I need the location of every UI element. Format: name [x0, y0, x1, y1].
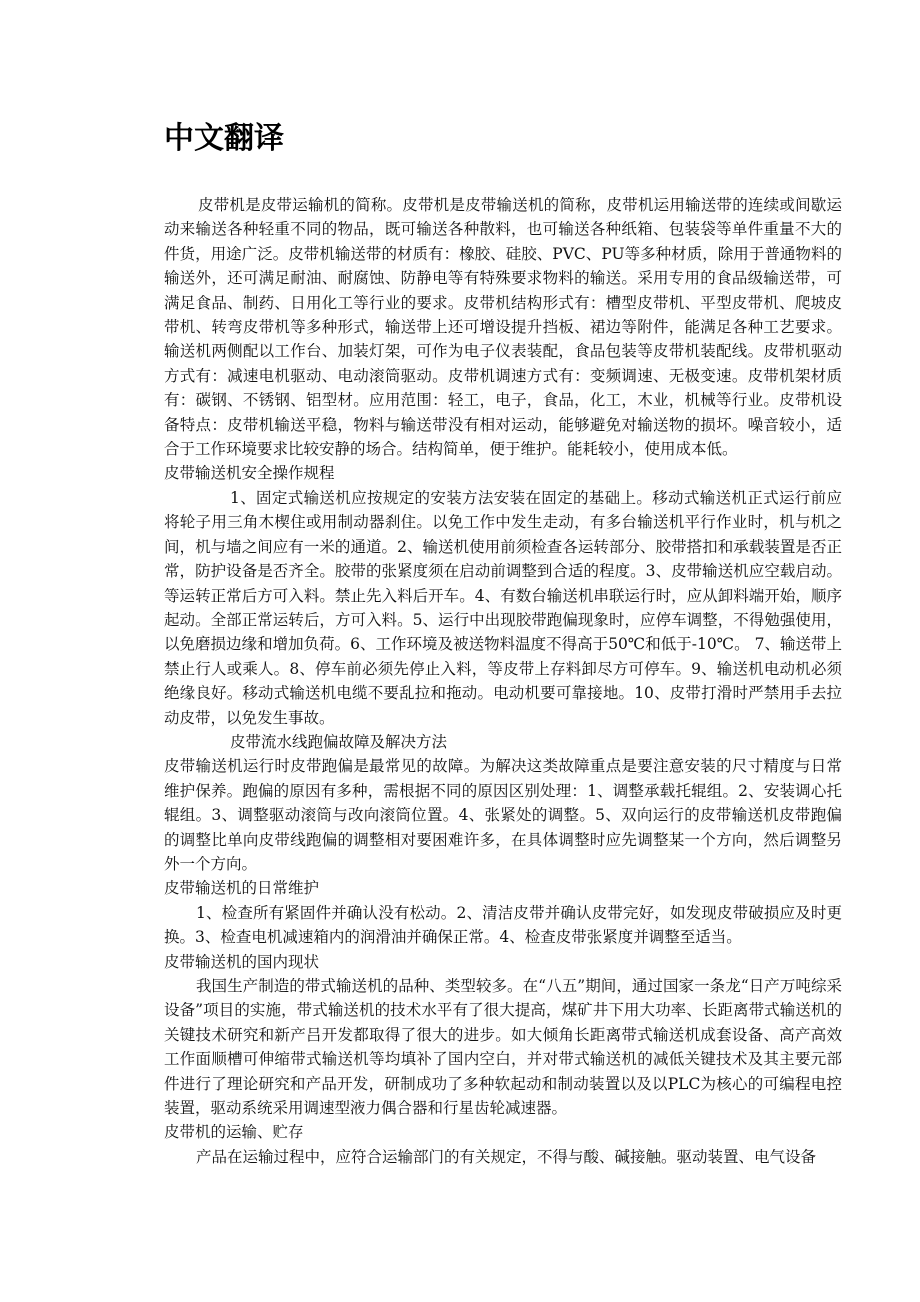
- section-heading-safety: 皮带输送机安全操作规程: [164, 464, 335, 483]
- domestic-paragraph: 我国生产制造的带式输送机的品种、类型较多。在“八五”期间，通过国家一条龙“日产万吨综采设备”项目的实施，带式输送机的技术水平有了很大提高，煤矿井下用大功率、长距离带式输送机的关键技术研究和新产吕开发都取得了很大的进步。如大倾角长距离带式输送机成套设备、高产高效工作面顺槽可伸缩带式输送机等均填补了国内空白，并对带式输送机的减低关键技术及其主要元部件进行了理论研究和产品开发，研制成功了多种软起动和制动装置以及以PLC为核心的可编程电控装置，驱动系统采用调速型液力偶合器和行星齿轮减速器。: [164, 977, 842, 1118]
- safety-paragraph: 1、固定式输送机应按规定的安装方法安装在固定的基础上。移动式输送机正式运行前应将轮子用三角木楔住或用制动器刹住。以免工作中发生走动，有多台输送机平行作业时，机与机之间，机与墙之间应有一米的通道。2、输送机使用前须检查各运转部分、胶带搭扣和承载装置是否正常，防护设备是否齐全。胶带的张紧度须在启动前调整到合适的程度。3、皮带输送机应空载启动。等运转正常后方可入料。禁止先入料后开车。4、有数台输送机串联运行时，应从卸料端开始，顺序起动。全部正常运转后，方可入料。5、运行中出现胶带跑偏现象时，应停车调整，不得勉强使用，以免磨损边缘和增加负荷。6、工作环境及被送物料温度不得高于50℃和低于-10℃。 7、输送带上禁止行人或乘人。8、停车前必须先停止入料，等皮带上存料卸尽方可停车。9、输送机电动机必须绝缘良好。移动式输送机电缆不要乱拉和拖动。电动机要可靠接地。10、皮带打滑时严禁用手去拉动皮带，以免发生事故。: [164, 488, 842, 727]
- intro-paragraph: 皮带机是皮带运输机的简称。皮带机是皮带输送机的简称，皮带机运用输送带的连续或间歇运动来输送各种轻重不同的物品，既可输送各种散料，也可输送各种纸箱、包装袋等单件重量不大的件货，用途广泛。皮带机输送带的材质有：橡胶、硅胶、PVC、PU等多种材质，除用于普通物料的输送外，还可满足耐油、耐腐蚀、防静电等有特殊要求物料的输送。采用专用的食品级输送带，可满足食品、制药、日用化工等行业的要求。皮带机结构形式有：槽型皮带机、平型皮带机、爬坡皮带机、转弯皮带机等多种形式，输送带上还可增设提升挡板、裙边等附件，能满足各种工艺要求。输送机两侧配以工作台、加装灯架，可作为电子仪表装配，食品包装等皮带机装配线。皮带机驱动方式有：减速电机驱动、电动滚筒驱动。皮带机调速方式有：变频调速、无极变速。皮带机架材质有：碳钢、不锈钢、铝型材。应用范围：轻工，电子，食品，化工，木业，机械等行业。皮带机设备特点：皮带机输送平稳，物料与输送带没有相对运动，能够避免对输送物的损坏。噪音较小，适合于工作环境要求比较安静的场合。结构简单，便于维护。能耗较小，使用成本低。: [164, 196, 842, 459]
- document-body: [164, 193, 842, 1169]
- page-title: 中文翻译: [164, 121, 284, 156]
- section-heading-transport: 皮带机的运输、贮存: [164, 1123, 304, 1142]
- deviation-paragraph: 皮带输送机运行时皮带跑偏是最常见的故障。为解决这类故障重点是要注意安装的尺寸精度与日常维护保养。跑偏的原因有多种，需根据不同的原因区别处理：1、调整承载托辊组。2、安装调心托辊组。3、调整驱动滚筒与改向滚筒位置。4、张紧处的调整。5、双向运行的皮带输送机皮带跑偏的调整比单向皮带线跑偏的调整相对要困难许多，在具体调整时应先调整某一个方向，然后调整另外一个方向。: [164, 757, 842, 873]
- section-heading-deviation: 皮带流水线跑偏故障及解决方法: [230, 732, 448, 751]
- section-heading-maintenance: 皮带输送机的日常维护: [164, 879, 320, 898]
- maintenance-paragraph: 1、检查所有紧固件并确认没有松动。2、清洁皮带并确认皮带完好，如发现皮带破损应及时更换。3、检查电机减速箱内的润滑油并确保正常。4、检查皮带张紧度并调整至适当。: [164, 903, 842, 947]
- section-heading-domestic: 皮带输送机的国内现状: [164, 952, 320, 971]
- transport-paragraph: 产品在运输过程中，应符合运输部门的有关规定，不得与酸、碱接触。驱动装置、电气设备: [196, 1147, 817, 1166]
